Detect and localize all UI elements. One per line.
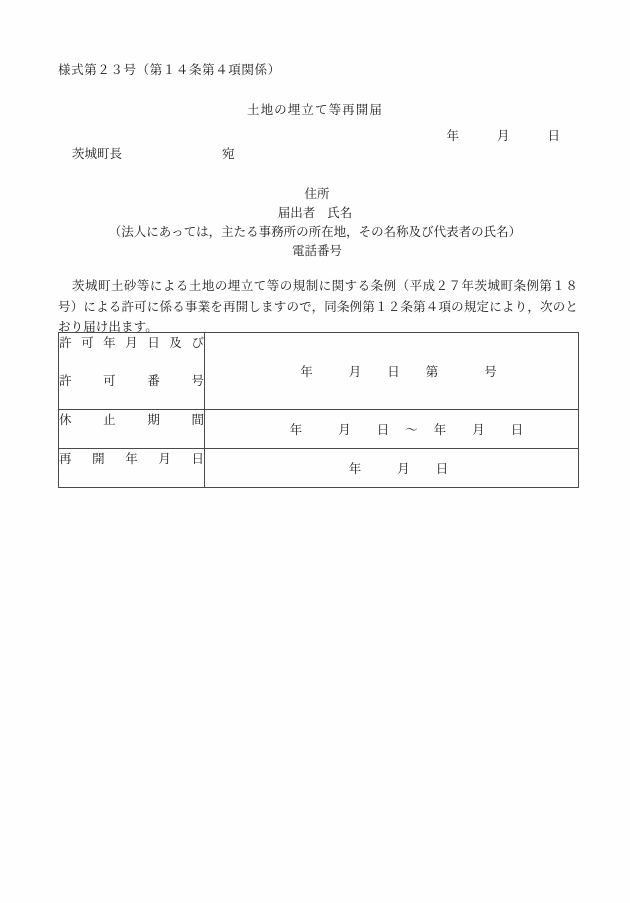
suspension-range-mark: 〜 <box>405 422 418 437</box>
restart-date-label-cell <box>59 449 205 488</box>
date-line-day: 日 <box>547 128 561 143</box>
permit-label-line-2: 許可番号 <box>59 373 204 388</box>
permit-label-line-1: 許可年月日及び <box>59 335 204 350</box>
table-row <box>59 449 579 488</box>
permit-number-prefix: 第 <box>425 364 439 379</box>
permit-date-number-label-cell <box>59 333 205 410</box>
body-paragraph: 茨城町土砂等による土地の埋立て等の規制に関する条例（平成２７年茨城町条例第１８号）による許可に係る事業を再開しますので，同条例第１２条第４項の規定により，次のとおり届け出ます。 <box>58 278 578 334</box>
table-row <box>59 333 579 410</box>
suspension-period-label-cell <box>59 410 205 449</box>
date-line <box>0 126 578 144</box>
submitter-address-row <box>0 184 630 203</box>
restart-day: 日 <box>435 461 449 476</box>
suspension-day-to: 日 <box>510 422 524 437</box>
date-line-year: 年 <box>446 128 460 143</box>
suspension-label: 休止期間 <box>59 412 204 427</box>
permit-month: 月 <box>348 364 362 379</box>
corporate-note: （法人にあっては，主たる事務所の所在地，その名称及び代表者の氏名） <box>108 224 522 239</box>
submitter-block <box>0 184 630 260</box>
permit-number-suffix: 号 <box>484 364 497 379</box>
form-number: 様式第２３号（第１４条第４項関係） <box>58 62 281 77</box>
submitter-phone-label: 電話番号 <box>291 243 342 258</box>
document-title: 土地の埋立て等再開届 <box>246 102 383 117</box>
suspension-day-from: 日 <box>376 422 390 437</box>
form-table <box>58 332 579 488</box>
suspension-year-from: 年 <box>289 422 303 437</box>
submitter-address-label: 住所 <box>304 186 330 201</box>
suspension-month-from: 月 <box>338 422 351 437</box>
suspension-period-value-cell[interactable] <box>205 410 579 449</box>
restart-date-value-cell[interactable] <box>205 449 579 488</box>
addressee-honorific: 宛 <box>222 146 235 161</box>
permit-date-number-value-cell[interactable] <box>205 333 579 410</box>
submitter-name-label: 氏名 <box>327 205 353 220</box>
submitter-label: 届出者 <box>277 205 316 220</box>
submitter-name-row <box>0 203 630 222</box>
permit-year: 年 <box>300 364 313 379</box>
addressee-recipient: 茨城町長 <box>72 146 123 161</box>
suspension-month-to: 月 <box>472 422 485 437</box>
addressee-line <box>72 144 235 162</box>
submitter-phone-row <box>0 241 630 260</box>
suspension-year-to: 年 <box>433 422 447 437</box>
date-line-month: 月 <box>497 128 510 143</box>
restart-month: 月 <box>397 461 410 476</box>
table-row <box>59 410 579 449</box>
permit-day: 日 <box>387 364 400 379</box>
restart-year: 年 <box>348 461 362 476</box>
submitter-corporate-note-row <box>0 222 630 241</box>
restart-label: 再開年月日 <box>59 451 204 466</box>
